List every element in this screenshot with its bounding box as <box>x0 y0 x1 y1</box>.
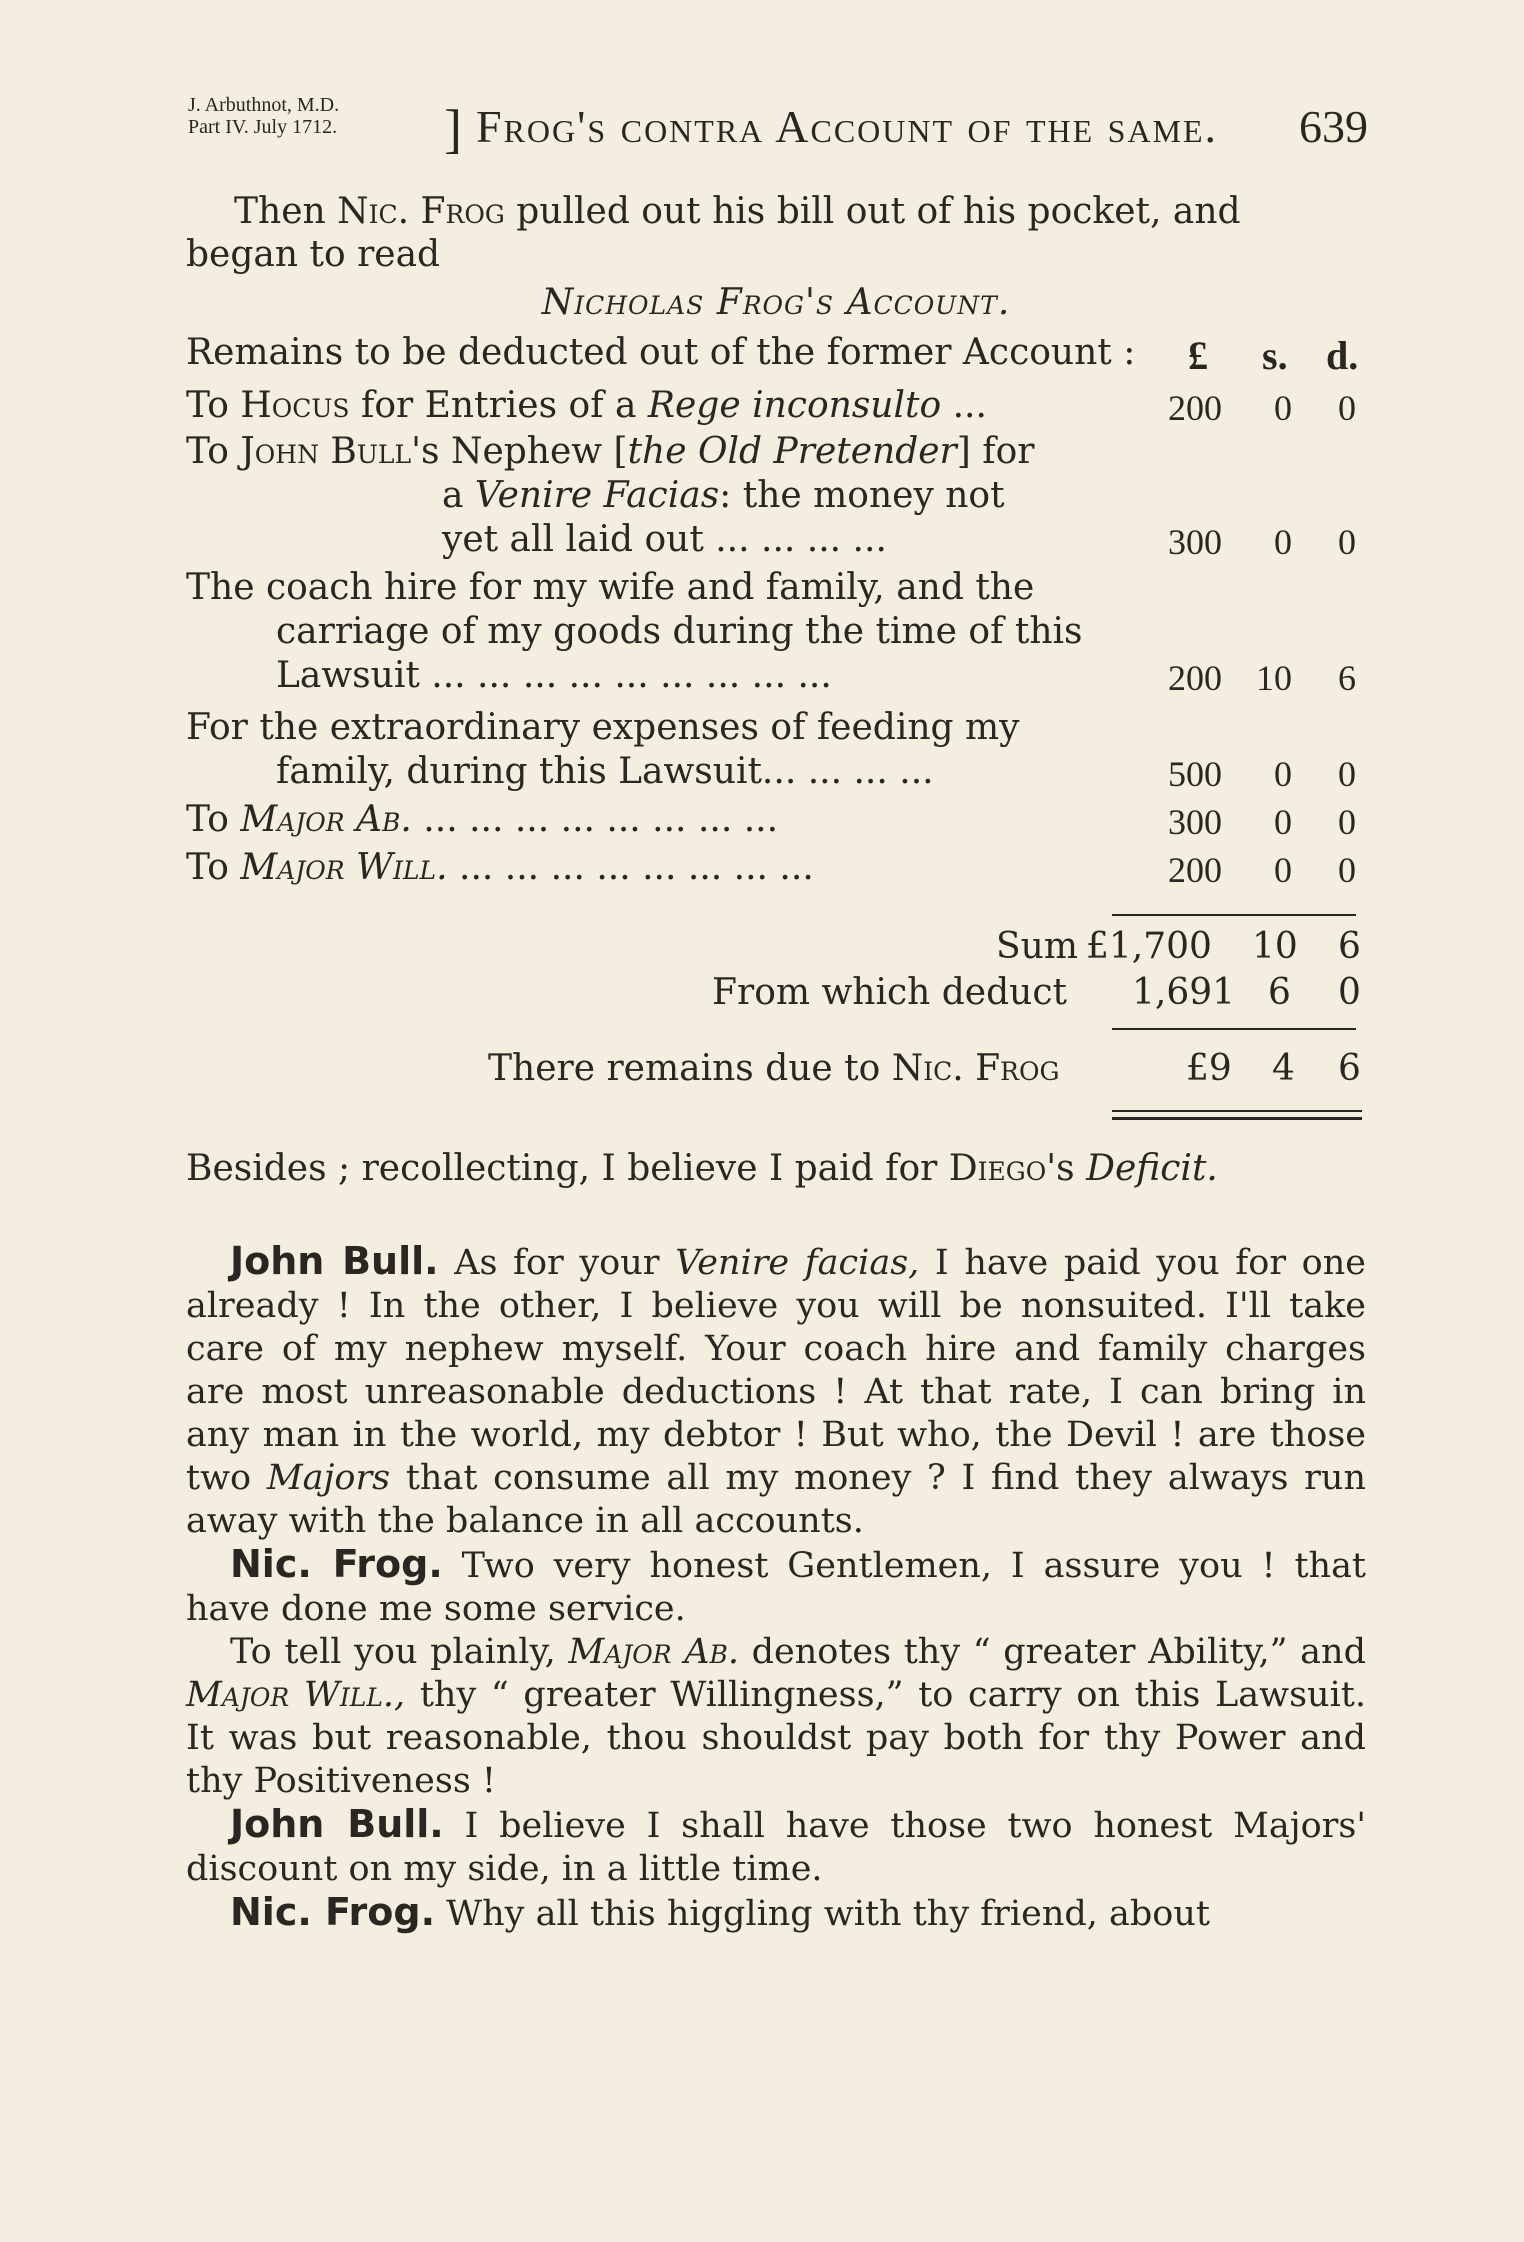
side-note-author: J. Arbuthnot, M.D. <box>188 94 340 116</box>
running-title: Frog's contra Account of the same. <box>476 101 1219 152</box>
entry-italic: Rege inconsulto <box>647 385 942 426</box>
intro-line-2: began to read <box>186 234 441 275</box>
account-title: Nicholas Frog's Account. <box>541 282 1011 323</box>
deduct-rule <box>1112 1028 1356 1030</box>
dialogue-text: I have paid you for one already ! In the other, I believe you will be nonsuited. I'll take care of my nephew myself. Your coach hire and family charges are most unreasonable deductions ! At that rate, I can bring in any man in the world, my debtor ! But who, the Devil ! are those two <box>186 1243 1366 1498</box>
amount-pounds: 200 <box>1168 388 1222 428</box>
intro-text: Then <box>234 191 338 232</box>
speaker-nic-frog: Nic. Frog. <box>230 1890 436 1934</box>
dialogue-italic: Major Will., <box>186 1675 406 1715</box>
amount-pence: 0 <box>1338 388 1356 428</box>
ledger-entry <box>186 846 1366 890</box>
dialogue-paragraph <box>186 1891 1366 1936</box>
besides-italic: Deficit. <box>1086 1148 1218 1189</box>
speaker-john-bull: John Bull. <box>230 1802 444 1846</box>
balance-pence: 6 <box>1338 1048 1361 1089</box>
dialogue <box>186 1240 1366 1936</box>
entry-text: ] for <box>956 431 1035 472</box>
amount-shillings: 0 <box>1274 754 1292 794</box>
entry-italic: the Old Pretender <box>627 431 957 472</box>
intro-paragraph <box>186 190 1366 276</box>
shillings-column-header: s. <box>1262 333 1288 378</box>
intro-text: pulled out his bill out of his pocket, and <box>504 191 1241 232</box>
dialogue-paragraph <box>186 1631 1366 1803</box>
sum-pounds: £1,700 <box>1086 926 1212 967</box>
amount-pounds: 200 <box>1168 850 1222 890</box>
name-john-bull: John Bull <box>240 431 412 472</box>
speaker-nic-frog: Nic. Frog. <box>230 1542 443 1586</box>
sum-rule <box>1112 914 1356 916</box>
sum-pence: 6 <box>1338 926 1361 967</box>
dialogue-italic: Majors <box>266 1458 391 1498</box>
dialogue-text: that consume all my money ? I find they always run away with the balance in all accounts. <box>186 1458 1366 1541</box>
balance-pounds: £9 <box>1186 1048 1232 1089</box>
amount-pounds: 300 <box>1168 522 1222 562</box>
leader-dots: ... ... ... ... ... ... ... ... <box>447 847 814 888</box>
ledger-entry <box>186 384 1366 428</box>
entry-text: To <box>186 799 241 840</box>
page-number: 639 <box>1299 101 1368 152</box>
name-hocus: Hocus <box>240 385 350 426</box>
amount-pence: 0 <box>1338 802 1356 842</box>
sum-label: Sum <box>996 926 1078 967</box>
entry-text: : the money not <box>719 475 1005 516</box>
speaker-john-bull: John Bull. <box>230 1239 439 1283</box>
leader-dots: ... <box>941 385 987 426</box>
besides-text: 's <box>1046 1148 1087 1189</box>
entry-text: To <box>186 847 241 888</box>
dialogue-text: As for your <box>438 1243 676 1283</box>
dialogue-text: thy “ greater Willingness,” to carry on this Lawsuit. It was but reasonable, thou shouldst pay both for thy Power and thy Positiveness ! <box>186 1675 1366 1801</box>
amount-pence: 6 <box>1338 658 1356 698</box>
side-note <box>188 94 339 138</box>
deduct-pounds: 1,691 <box>1132 972 1236 1013</box>
dialogue-italic: Major Ab. <box>568 1632 740 1672</box>
entry-line: The coach hire for my wife and family, and the <box>186 567 1035 608</box>
amount-pounds: 500 <box>1168 754 1222 794</box>
amount-shillings: 0 <box>1274 522 1292 562</box>
dialogue-text: Two very honest Gentlemen, I assure you ! that have done me some service. <box>186 1546 1367 1629</box>
dialogue-italic: Venire facias, <box>675 1243 920 1283</box>
amount-pence: 0 <box>1338 522 1356 562</box>
balance-text: There remains due to <box>488 1048 892 1089</box>
ledger-entry <box>186 430 1366 562</box>
ledger-entry <box>186 706 1366 794</box>
entry-text: a <box>442 475 475 516</box>
amount-shillings: 10 <box>1256 658 1292 698</box>
amount-pounds: 300 <box>1168 802 1222 842</box>
besides-text: Besides ; recollecting, I believe I paid for <box>186 1148 949 1189</box>
dialogue-paragraph <box>186 1240 1366 1543</box>
deduct-shillings: 6 <box>1268 972 1291 1013</box>
pence-column-header: d. <box>1326 333 1359 378</box>
amount-shillings: 0 <box>1274 850 1292 890</box>
amount-pence: 0 <box>1338 754 1356 794</box>
ledger-entry <box>186 798 1366 842</box>
ledger-header-text: Remains to be deducted out of the former Account : <box>186 332 1136 373</box>
amount-pounds: 200 <box>1168 658 1222 698</box>
amount-shillings: 0 <box>1274 802 1292 842</box>
deduct-pence: 0 <box>1338 972 1361 1013</box>
balance-label <box>488 1048 1059 1089</box>
entry-italic: Major Ab. <box>240 799 412 840</box>
side-note-date: Part IV. July 1712. <box>188 116 338 138</box>
balance-shillings: 4 <box>1272 1048 1295 1089</box>
entry-line: Lawsuit ... ... ... ... ... ... ... ... ... <box>276 655 832 696</box>
side-note-bracket: ] <box>444 99 462 159</box>
dialogue-text: To tell you plainly, <box>230 1632 569 1672</box>
ledger-entry <box>186 566 1366 698</box>
entry-text: To <box>186 431 241 472</box>
entry-line: For the extraordinary expenses of feeding my <box>186 707 1020 748</box>
entry-line <box>186 474 1366 518</box>
total-double-rule-bottom <box>1112 1117 1362 1120</box>
entry-line: yet all laid out ... ... ... ... <box>442 519 887 560</box>
dialogue-paragraph <box>186 1543 1366 1631</box>
entry-text: To <box>186 385 241 426</box>
entry-italic: Major Will. <box>240 847 448 888</box>
name-diego: Diego <box>948 1148 1047 1189</box>
dialogue-text: I believe I shall have those two honest Majors' discount on my side, in a little time. <box>186 1806 1366 1889</box>
leader-dots: ... ... ... ... ... ... ... ... <box>411 799 779 840</box>
besides-line <box>186 1148 1218 1189</box>
pounds-column-header: £ <box>1188 333 1208 378</box>
name-nic-frog: Nic. Frog <box>337 191 505 232</box>
entry-line: carriage of my goods during the time of this <box>276 611 1083 652</box>
running-head <box>188 94 1368 164</box>
dialogue-text: denotes thy “ greater Ability,” and <box>739 1632 1366 1672</box>
sum-shillings: 10 <box>1252 926 1298 967</box>
entry-italic: Venire Facias <box>474 475 720 516</box>
entry-line <box>186 430 1366 474</box>
entry-text: for Entries of a <box>349 385 648 426</box>
entry-line: family, during this Lawsuit... ... ... ... <box>276 751 934 792</box>
dialogue-paragraph <box>186 1803 1366 1891</box>
entry-text: 's Nephew [ <box>411 431 628 472</box>
dialogue-text: Why all this higgling with thy friend, about <box>435 1894 1210 1934</box>
name-nic-frog: Nic. Frog <box>891 1048 1060 1089</box>
amount-shillings: 0 <box>1274 388 1292 428</box>
total-double-rule-top <box>1112 1110 1362 1112</box>
amount-pence: 0 <box>1338 850 1356 890</box>
deduct-label: From which deduct <box>712 972 1067 1013</box>
